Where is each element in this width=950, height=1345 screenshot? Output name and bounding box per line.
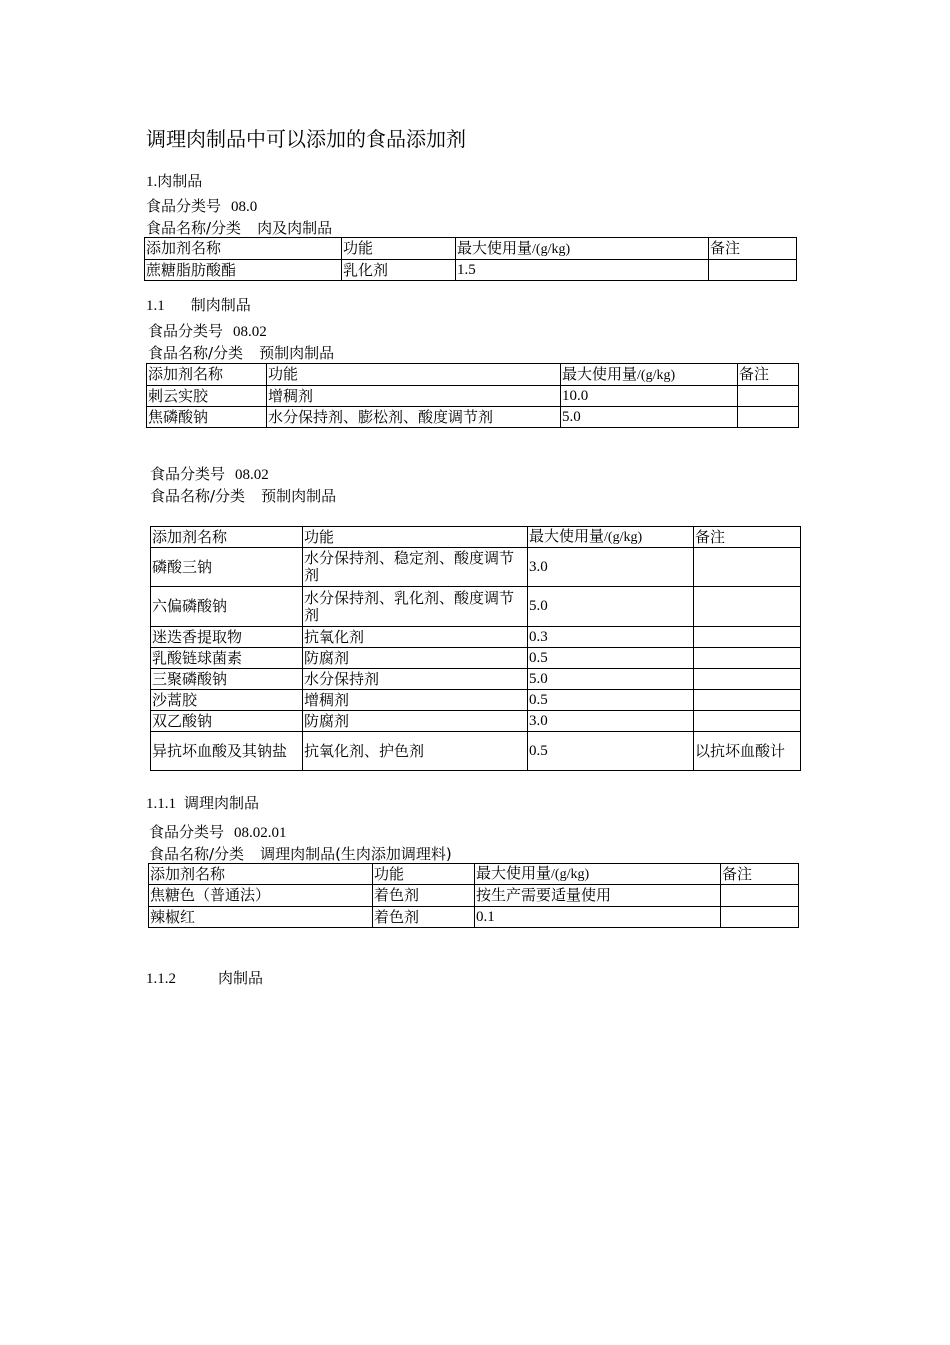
category-name-label: 食品名称/分类 [150, 487, 246, 505]
cell-max-usage: 3.0 [528, 548, 694, 587]
section-heading: 1.肉制品 [146, 174, 203, 190]
cell-additive-name: 蔗糖脂肪酸酯 [145, 260, 342, 281]
cell-remark: 以抗坏血酸计 [694, 732, 801, 771]
cell-remark [721, 907, 799, 928]
cell-additive-name: 辣椒红 [149, 907, 373, 928]
cell-function: 乳化剂 [342, 260, 456, 281]
cell-additive-name: 刺云实胶 [147, 386, 267, 407]
category-info [149, 822, 452, 865]
section-heading-text: 制肉制品 [190, 298, 251, 314]
cell-remark [694, 669, 801, 690]
category-code: 08.02 [233, 324, 267, 340]
header-function: 功能 [303, 527, 528, 548]
header-remark: 备注 [721, 864, 799, 885]
category-name: 预制肉制品 [259, 344, 335, 362]
cell-remark [721, 885, 799, 907]
category-info [148, 321, 334, 364]
category-code: 08.0 [231, 199, 258, 215]
category-name-label: 食品名称/分类 [148, 344, 244, 362]
table-row [149, 907, 799, 928]
header-remark: 备注 [709, 238, 797, 260]
table-row [151, 587, 801, 627]
cell-max-usage: 0.3 [528, 627, 694, 648]
table-row [147, 386, 799, 407]
table-row [151, 548, 801, 587]
cell-remark [694, 690, 801, 711]
section-number: 1.1 [146, 298, 165, 314]
section-heading [146, 967, 263, 988]
category-name: 预制肉制品 [261, 487, 337, 505]
header-max-usage [475, 864, 721, 885]
table-header-row [149, 864, 799, 885]
cell-max-usage: 10.0 [561, 386, 738, 407]
cell-max-usage: 5.0 [561, 407, 738, 428]
table-row [145, 260, 797, 281]
category-name-label: 食品名称/分类 [149, 845, 245, 863]
cell-function: 防腐剂 [303, 648, 528, 669]
cell-additive-name: 沙蒿胶 [151, 690, 303, 711]
section-heading-text: 肉制品 [218, 971, 264, 987]
category-info [150, 464, 336, 507]
category-code: 08.02 [235, 467, 269, 483]
cell-max-usage: 5.0 [528, 587, 694, 627]
header-max-usage-label: 最大使用量 [529, 527, 605, 545]
cell-max-usage: 3.0 [528, 711, 694, 732]
header-additive-name: 添加剂名称 [151, 527, 303, 548]
category-code-label: 食品分类号 [149, 823, 225, 841]
cell-remark [694, 627, 801, 648]
section-number: 1.1.2 [146, 971, 176, 987]
header-function: 功能 [373, 864, 475, 885]
header-function: 功能 [342, 238, 456, 260]
header-max-usage [456, 238, 709, 260]
cell-function: 着色剂 [373, 907, 475, 928]
additive-table [148, 863, 799, 928]
table-row [149, 885, 799, 907]
cell-remark [709, 260, 797, 281]
section-heading [146, 294, 251, 315]
table-row [151, 690, 801, 711]
table-row [151, 648, 801, 669]
cell-additive-name: 焦糖色（普通法） [149, 885, 373, 907]
category-name-label: 食品名称/分类 [146, 219, 242, 237]
cell-remark [694, 587, 801, 627]
category-name: 调理肉制品(生肉添加调理料) [260, 845, 452, 863]
category-name: 肉及肉制品 [257, 219, 333, 237]
cell-function: 抗氧化剂 [303, 627, 528, 648]
category-code-label: 食品分类号 [148, 322, 224, 340]
category-code-label: 食品分类号 [150, 465, 226, 483]
table-row [147, 407, 799, 428]
header-unit: /(g/kg) [637, 367, 676, 383]
header-remark: 备注 [738, 364, 799, 386]
cell-function: 水分保持剂、稳定剂、酸度调节剂 [303, 548, 528, 587]
cell-remark [694, 711, 801, 732]
additive-table [144, 237, 797, 281]
cell-additive-name: 磷酸三钠 [151, 548, 303, 587]
cell-function: 增稠剂 [303, 690, 528, 711]
cell-remark [738, 407, 799, 428]
table-row [151, 627, 801, 648]
header-function: 功能 [267, 364, 561, 386]
cell-function: 增稠剂 [267, 386, 561, 407]
section-heading-text: 调理肉制品 [184, 796, 260, 812]
cell-max-usage: 1.5 [456, 260, 709, 281]
category-code-label: 食品分类号 [146, 197, 222, 215]
table-header-row [145, 238, 797, 260]
cell-function: 抗氧化剂、护色剂 [303, 732, 528, 771]
page-title: 调理肉制品中可以添加的食品添加剂 [146, 127, 466, 151]
cell-max-usage: 按生产需要适量使用 [475, 885, 721, 907]
cell-function: 着色剂 [373, 885, 475, 907]
cell-max-usage: 0.1 [475, 907, 721, 928]
table-header-row [147, 364, 799, 386]
table-header-row [151, 527, 801, 548]
category-code: 08.02.01 [234, 825, 287, 841]
cell-remark [738, 386, 799, 407]
header-max-usage-label: 最大使用量 [457, 238, 533, 257]
header-unit: /(g/kg) [532, 241, 571, 257]
header-max-usage [561, 364, 738, 386]
header-max-usage-label: 最大使用量 [562, 364, 638, 383]
cell-max-usage: 0.5 [528, 648, 694, 669]
section-number: 1.1.1 [146, 796, 176, 812]
header-unit: /(g/kg) [604, 530, 643, 545]
additive-table [146, 363, 799, 428]
header-additive-name: 添加剂名称 [145, 238, 342, 260]
cell-additive-name: 六偏磷酸钠 [151, 587, 303, 627]
table-row [151, 669, 801, 690]
cell-remark [694, 548, 801, 587]
cell-function: 防腐剂 [303, 711, 528, 732]
cell-function: 水分保持剂、乳化剂、酸度调节剂 [303, 587, 528, 627]
header-additive-name: 添加剂名称 [149, 864, 373, 885]
cell-function: 水分保持剂、膨松剂、酸度调节剂 [267, 407, 561, 428]
cell-additive-name: 焦磷酸钠 [147, 407, 267, 428]
cell-additive-name: 三聚磷酸钠 [151, 669, 303, 690]
header-additive-name: 添加剂名称 [147, 364, 267, 386]
header-max-usage [528, 527, 694, 548]
cell-max-usage: 0.5 [528, 690, 694, 711]
cell-function: 水分保持剂 [303, 669, 528, 690]
cell-max-usage: 5.0 [528, 669, 694, 690]
section-heading [146, 792, 259, 813]
cell-remark [694, 648, 801, 669]
table-row [151, 711, 801, 732]
header-remark: 备注 [694, 527, 801, 548]
cell-additive-name: 迷迭香提取物 [151, 627, 303, 648]
additive-table [150, 526, 801, 771]
cell-max-usage: 0.5 [528, 732, 694, 771]
cell-additive-name: 乳酸链球菌素 [151, 648, 303, 669]
header-max-usage-label: 最大使用量 [476, 864, 552, 882]
category-info [146, 196, 332, 239]
table-row [151, 732, 801, 771]
header-unit: /(g/kg) [551, 867, 590, 882]
cell-additive-name: 双乙酸钠 [151, 711, 303, 732]
cell-additive-name: 异抗坏血酸及其钠盐 [151, 732, 303, 771]
